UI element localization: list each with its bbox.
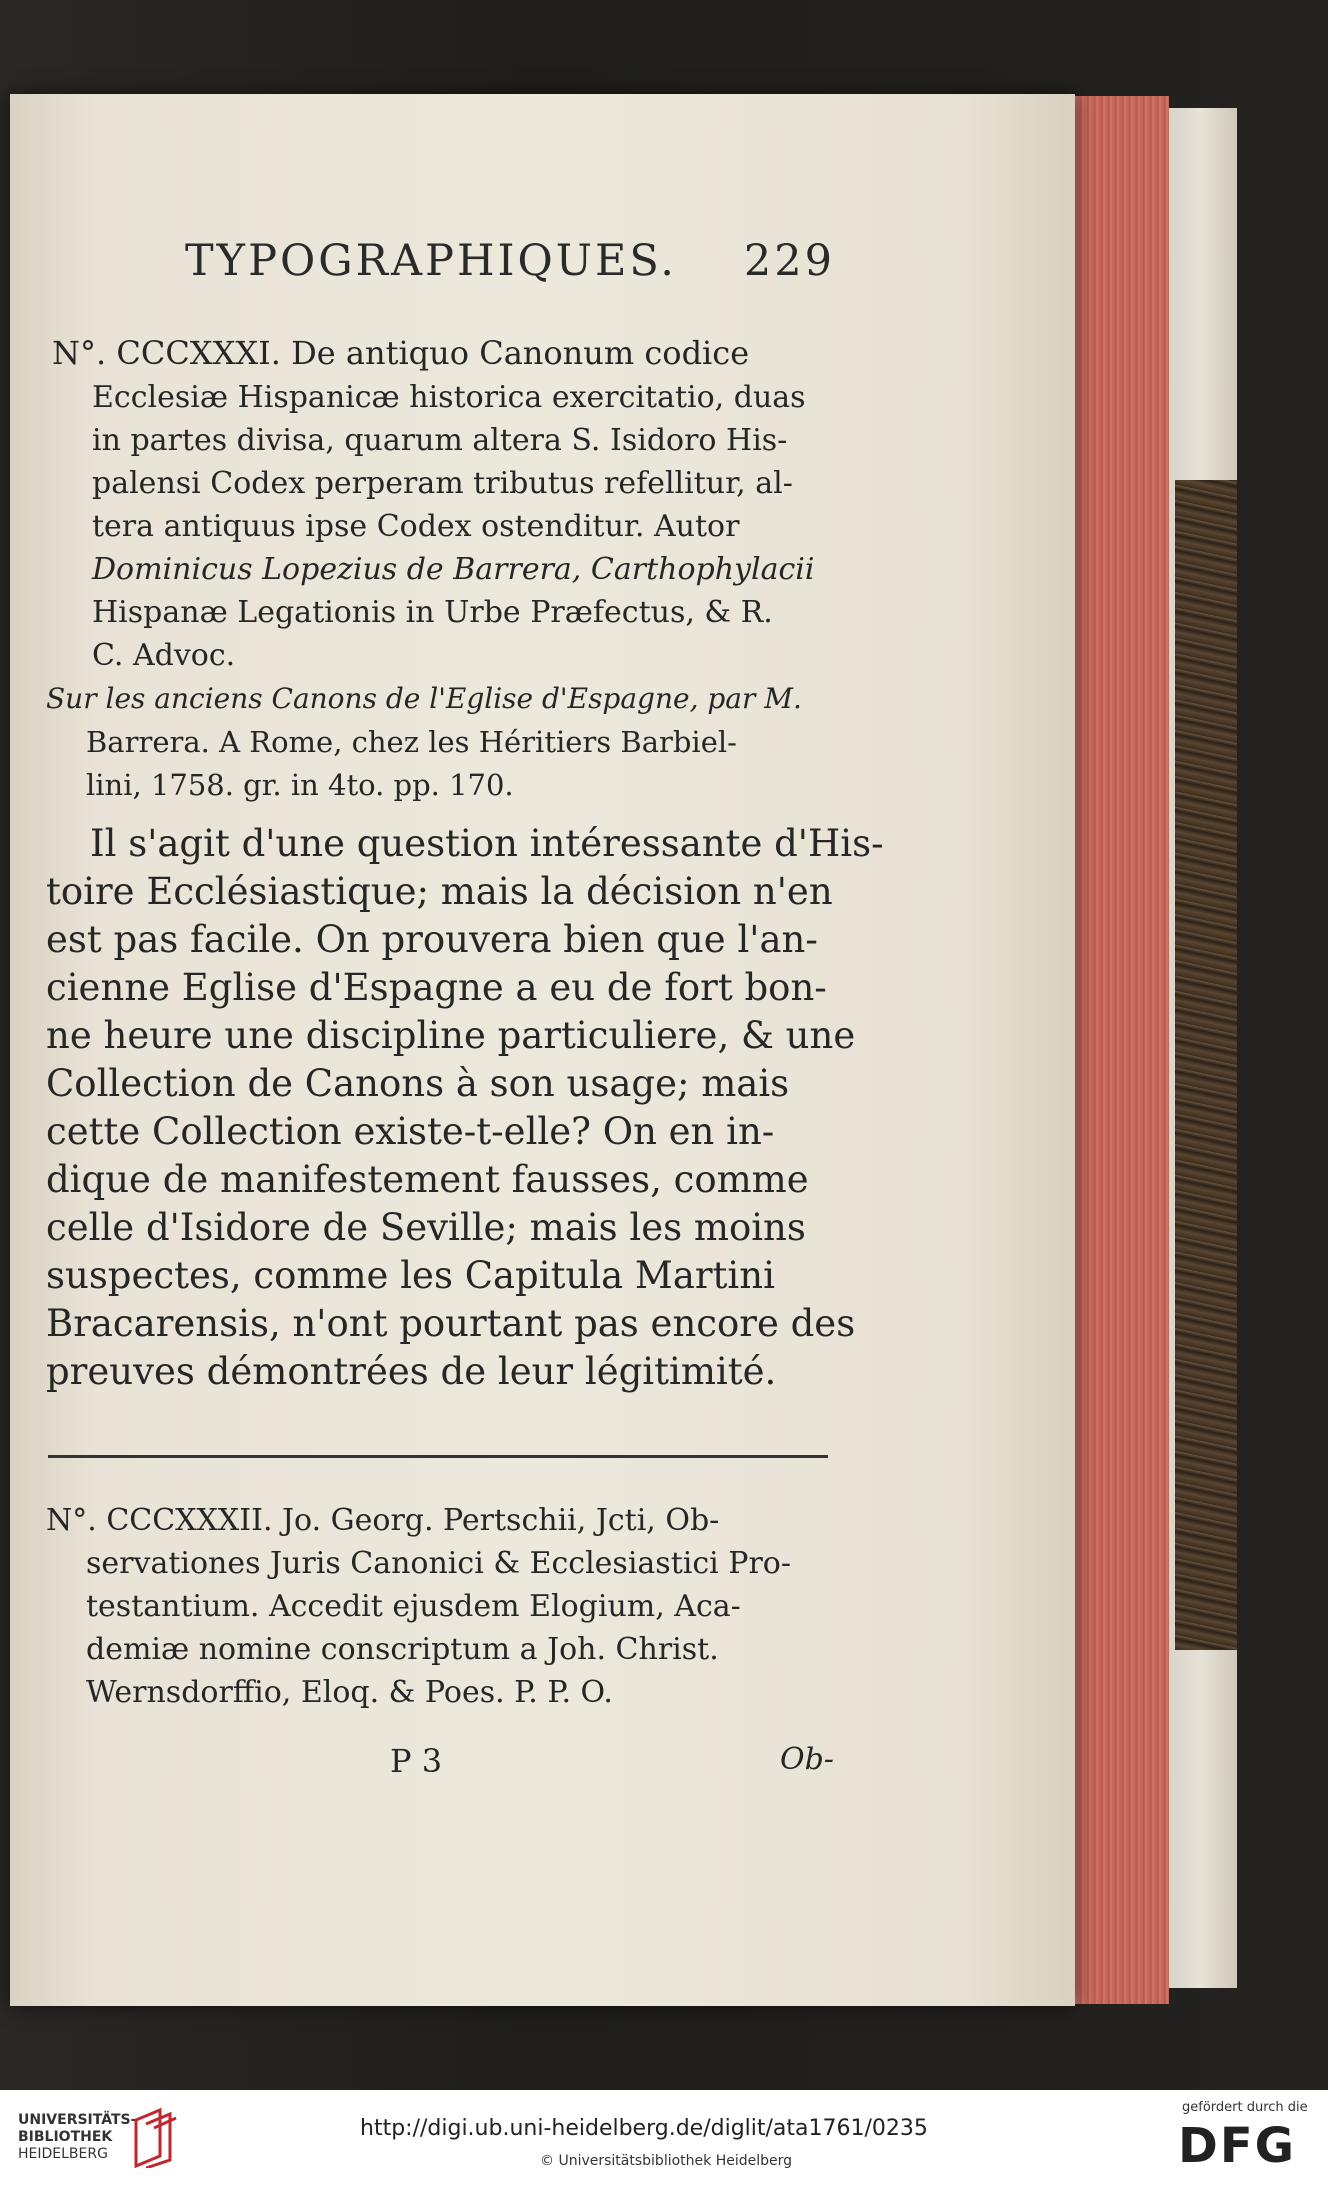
- paragraph-line: toire Ecclésiastique; mais la décision n'en: [46, 870, 833, 913]
- funding-label: gefördert durch die: [1182, 2100, 1308, 2115]
- library-name-line: HEIDELBERG: [18, 2146, 108, 2162]
- entry-line: C. Advoc.: [92, 638, 236, 673]
- library-logo-icon: [132, 2106, 178, 2168]
- entry-line: N°. CCCXXXI. De antiquo Canonum codice: [52, 334, 750, 372]
- copyright-notice: © Universitätsbibliothek Heidelberg: [540, 2153, 793, 2169]
- note-line: Sur les anciens Canons de l'Eglise d'Espagne, par M.: [46, 682, 802, 715]
- paragraph-line: Bracarensis, n'ont pourtant pas encore des: [46, 1302, 856, 1345]
- paragraph-line: Il s'agit d'une question intéressante d'His-: [90, 822, 884, 865]
- paragraph-line: cette Collection existe-t-elle? On en in-: [46, 1110, 775, 1153]
- paragraph-line: preuves démontrées de leur légitimité.: [46, 1350, 777, 1393]
- library-name-line: UNIVERSITÄTS-: [18, 2112, 137, 2128]
- running-header: [185, 236, 835, 296]
- paragraph-line: dique de manifestement fausses, comme: [46, 1158, 809, 1201]
- signature-mark: P 3: [390, 1742, 443, 1780]
- section-divider: [48, 1455, 828, 1458]
- paragraph-line: est pas facile. On prouvera bien que l'an-: [46, 918, 818, 961]
- entry-line: palensi Codex perperam tributus refellitur, al-: [92, 466, 793, 501]
- entry-line: Hispanæ Legationis in Urbe Præfectus, & R.: [92, 595, 773, 630]
- entry-line: Ecclesiæ Hispanicæ historica exercitatio, duas: [92, 380, 806, 415]
- entry-line: in partes divisa, quarum altera S. Isidoro His-: [92, 423, 788, 458]
- library-name: [18, 2112, 136, 2163]
- permalink-url[interactable]: http://digi.ub.uni-heidelberg.de/diglit/ata1761/0235: [360, 2116, 928, 2141]
- entry-line: servationes Juris Canonici & Ecclesiastici Pro-: [86, 1546, 791, 1581]
- entry-line: Wernsdorffio, Eloq. & Poes. P. P. O.: [86, 1675, 613, 1710]
- leather-binding: [1175, 480, 1237, 1650]
- entry-line: Dominicus Lopezius de Barrera, Carthophylacii: [92, 552, 815, 587]
- entry-line: testantium. Accedit ejusdem Elogium, Aca-: [86, 1589, 741, 1624]
- dfg-logo: DFG: [1178, 2118, 1297, 2174]
- note-line: Barrera. A Rome, chez les Héritiers Barbiel-: [86, 725, 737, 759]
- paragraph-line: celle d'Isidore de Seville; mais les moins: [46, 1206, 806, 1249]
- library-name-line: BIBLIOTHEK: [18, 2129, 113, 2145]
- paragraph-line: ne heure une discipline particuliere, & une: [46, 1014, 856, 1057]
- entry-line: N°. CCCXXXII. Jo. Georg. Pertschii, Jcti, Ob-: [46, 1503, 720, 1538]
- entry-line: demiæ nomine conscriptum a Joh. Christ.: [86, 1632, 719, 1667]
- note-line: lini, 1758. gr. in 4to. pp. 170.: [86, 768, 514, 802]
- paragraph-line: suspectes, comme les Capitula Martini: [46, 1254, 775, 1297]
- header-title: TYPOGRAPHIQUES.: [185, 236, 677, 286]
- viewer-footer: [0, 2090, 1328, 2187]
- entry-line: tera antiquus ipse Codex ostenditur. Autor: [92, 509, 740, 544]
- catchword: Ob-: [780, 1742, 834, 1777]
- paragraph-line: cienne Eglise d'Espagne a eu de fort bon-: [46, 966, 827, 1009]
- page-number: 229: [743, 236, 835, 286]
- paragraph-line: Collection de Canons à son usage; mais: [46, 1062, 790, 1105]
